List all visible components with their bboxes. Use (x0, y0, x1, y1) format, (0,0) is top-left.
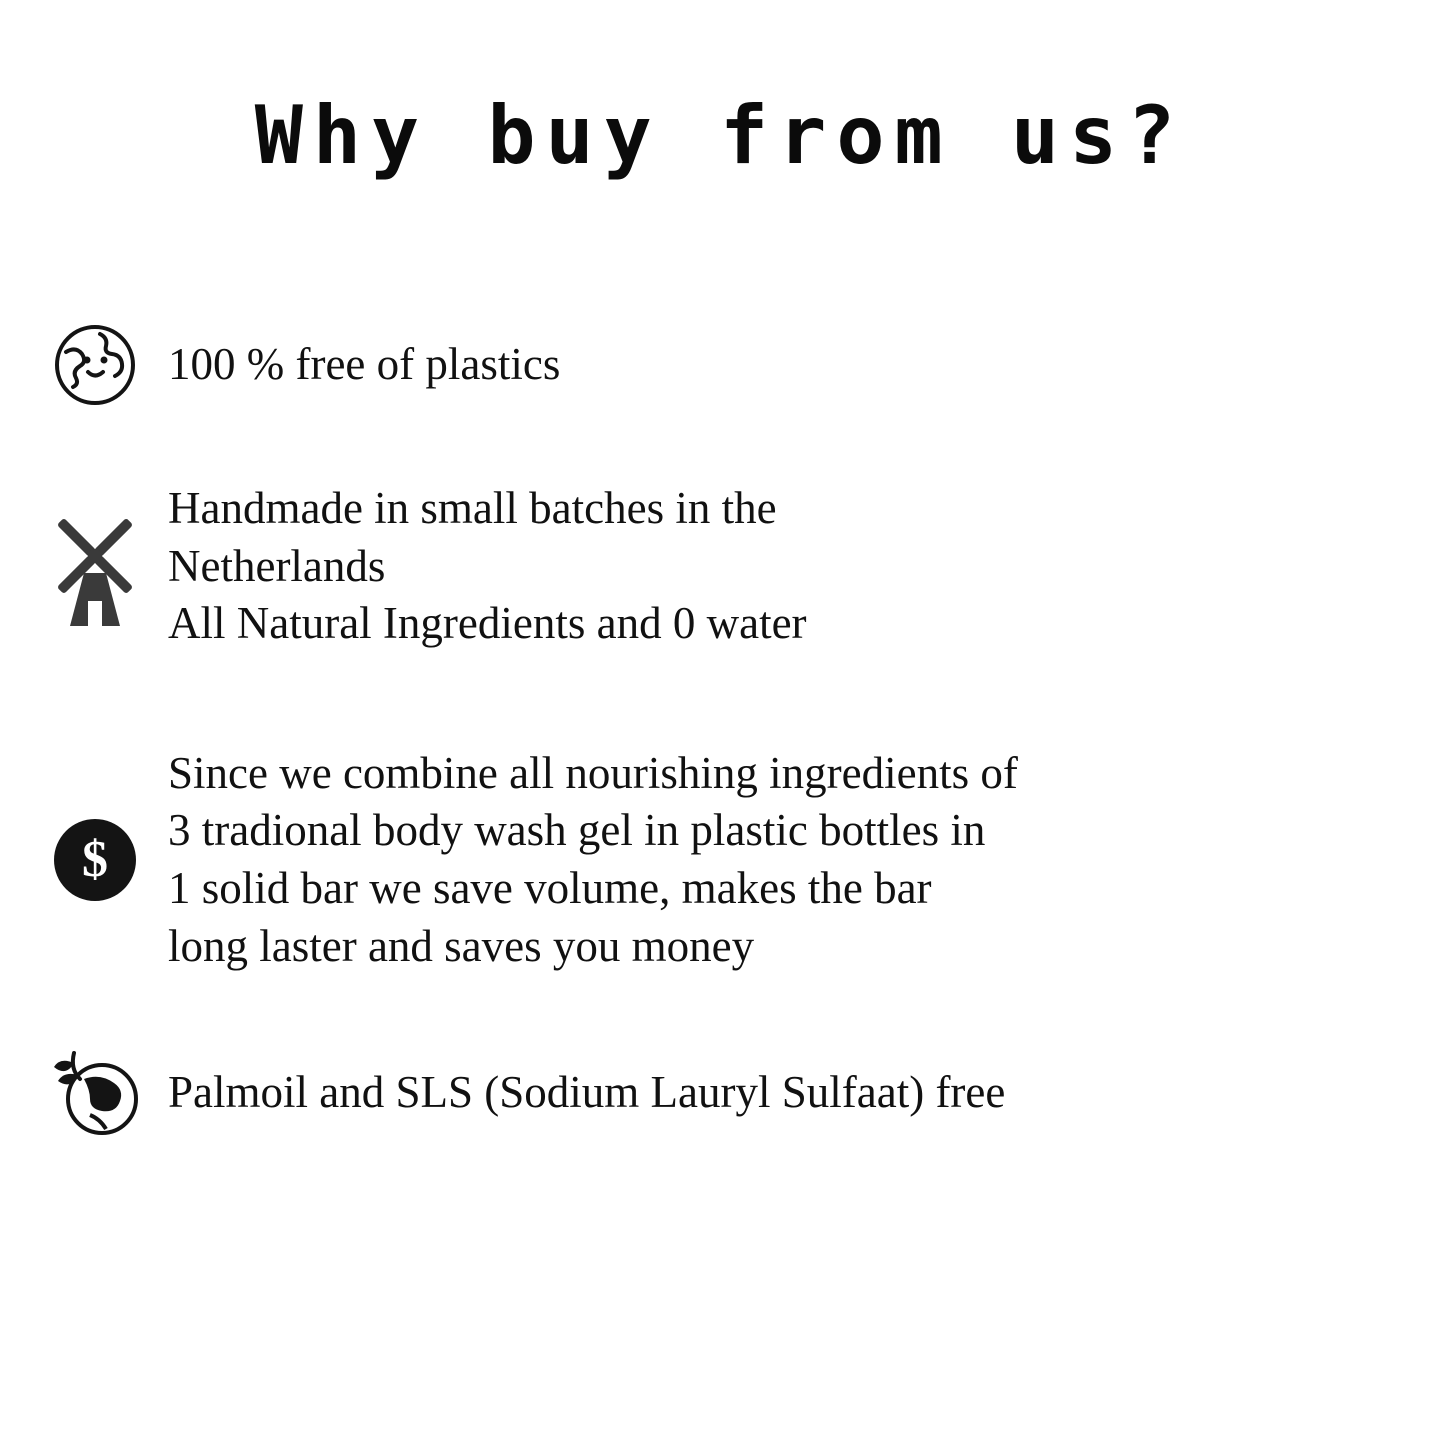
feature-line: Handmade in small batches in the (168, 483, 777, 533)
page-title: Why buy from us? (254, 89, 1186, 182)
feature-line: Palmoil and SLS (Sodium Lauryl Sulfaat) free (168, 1067, 1006, 1118)
feature-line: 1 solid bar we save volume, makes the bar (168, 862, 932, 913)
feature-line: long laster and saves you money (168, 920, 755, 971)
feature-line: 3 tradional body wash gel in plastic bottles in (168, 805, 986, 856)
dollar-coin-icon (40, 819, 150, 901)
list-item (0, 480, 1440, 653)
list-item (0, 1045, 1440, 1141)
feature-text (150, 480, 807, 653)
dollar-symbol: $ (54, 819, 136, 901)
earth-leaf-icon (40, 1045, 150, 1141)
globe-face-icon (40, 322, 150, 408)
windmill-icon (40, 501, 150, 631)
feature-text (150, 336, 560, 394)
feature-line: Netherlands (168, 540, 386, 591)
feature-line: All Natural Ingredients and 0 water (168, 598, 807, 649)
feature-line: Since we combine all nourishing ingredients of (168, 747, 1018, 798)
feature-text (150, 745, 1018, 975)
feature-line: 100 % free of plastics (168, 339, 561, 390)
feature-list (0, 300, 1440, 1141)
list-item (0, 322, 1440, 408)
feature-text (150, 1064, 1005, 1122)
list-item (0, 745, 1440, 975)
